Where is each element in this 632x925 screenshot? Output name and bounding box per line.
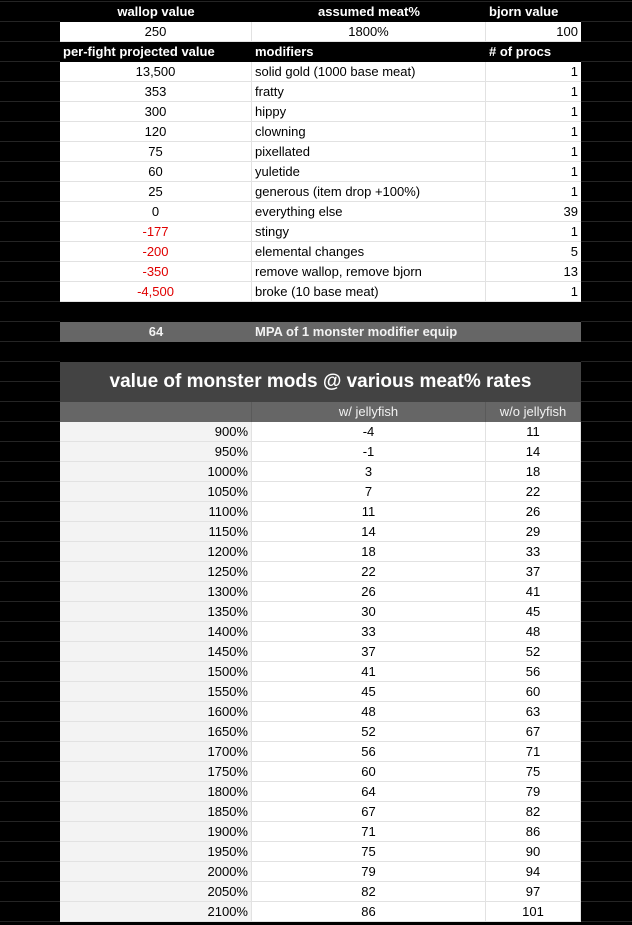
spreadsheet [60, 2, 581, 922]
modifier-row [60, 102, 581, 122]
meat-rate-cell[interactable]: 1650% [60, 722, 252, 742]
without-jellyfish-cell[interactable]: 48 [486, 622, 581, 642]
rate-row [60, 842, 581, 862]
rate-row [60, 762, 581, 782]
meat-rate-cell[interactable]: 1550% [60, 682, 252, 702]
wallop-value-header[interactable]: wallop value [117, 4, 195, 19]
meat-rate-cell[interactable]: 1700% [60, 742, 252, 762]
rate-row [60, 562, 581, 582]
with-jellyfish-cell[interactable]: 41 [252, 662, 486, 682]
modifier-row [60, 202, 581, 222]
with-jellyfish-cell[interactable]: 26 [252, 582, 486, 602]
meat-rate-cell[interactable]: 1300% [60, 582, 252, 602]
rate-row [60, 582, 581, 602]
modifier-row [60, 282, 581, 302]
rate-row [60, 702, 581, 722]
procs-cell[interactable]: 5 [486, 242, 581, 262]
rate-row [60, 902, 581, 922]
modifier-row [60, 142, 581, 162]
with-jellyfish-cell[interactable]: 22 [252, 562, 486, 582]
rate-row [60, 662, 581, 682]
rate-row [60, 622, 581, 642]
meat-rate-cell[interactable]: 1900% [60, 822, 252, 842]
without-jellyfish-cell[interactable]: 71 [486, 742, 581, 762]
mpa-label-cell[interactable]: MPA of 1 monster modifier equip [255, 324, 458, 339]
rate-row [60, 502, 581, 522]
procs-cell[interactable]: 39 [486, 202, 581, 222]
modifier-name-cell[interactable]: stingy [252, 222, 486, 242]
rate-table-header-row [60, 402, 581, 422]
modifier-name-cell[interactable]: hippy [252, 102, 486, 122]
rate-row [60, 422, 581, 442]
modifier-name-cell[interactable]: pixellated [252, 142, 486, 162]
without-jellyfish-cell[interactable]: 11 [486, 422, 581, 442]
spacer-row [60, 302, 581, 322]
meat-rate-cell[interactable]: 1850% [60, 802, 252, 822]
without-jellyfish-cell[interactable]: 52 [486, 642, 581, 662]
meat-rate-cell[interactable]: 950% [60, 442, 252, 462]
procs-cell[interactable]: 1 [486, 102, 581, 122]
projected-value-cell[interactable]: 0 [60, 202, 252, 222]
procs-cell[interactable]: 1 [486, 62, 581, 82]
modifier-name-cell[interactable]: yuletide [252, 162, 486, 182]
meat-rate-cell[interactable]: 1000% [60, 462, 252, 482]
without-jellyfish-cell[interactable]: 60 [486, 682, 581, 702]
meat-rate-cell[interactable]: 1750% [60, 762, 252, 782]
rate-row [60, 882, 581, 902]
wallop-value-cell[interactable]: 250 [60, 22, 252, 42]
with-jellyfish-cell[interactable]: 33 [252, 622, 486, 642]
without-jellyfish-cell[interactable]: 90 [486, 842, 581, 862]
rate-row [60, 642, 581, 662]
without-jellyfish-cell[interactable]: 97 [486, 882, 581, 902]
projected-value-cell[interactable]: 300 [60, 102, 252, 122]
rate-row [60, 782, 581, 802]
without-jellyfish-cell[interactable]: 101 [486, 902, 581, 922]
bjorn-value-cell[interactable]: 100 [486, 22, 581, 42]
without-jellyfish-cell[interactable]: 94 [486, 862, 581, 882]
without-jellyfish-cell[interactable]: 75 [486, 762, 581, 782]
with-jellyfish-cell[interactable]: -4 [252, 422, 486, 442]
rate-row [60, 522, 581, 542]
with-jellyfish-cell[interactable]: 52 [252, 722, 486, 742]
modifier-name-cell[interactable]: solid gold (1000 base meat) [252, 62, 486, 82]
with-jellyfish-cell[interactable]: 7 [252, 482, 486, 502]
without-jellyfish-cell[interactable]: 18 [486, 462, 581, 482]
meat-rate-cell[interactable]: 1450% [60, 642, 252, 662]
without-jellyfish-header[interactable]: w/o jellyfish [486, 402, 581, 422]
projected-value-cell[interactable]: 120 [60, 122, 252, 142]
meat-rate-cell[interactable]: 1050% [60, 482, 252, 502]
meat-rate-cell[interactable]: 2100% [60, 902, 252, 922]
without-jellyfish-cell[interactable]: 29 [486, 522, 581, 542]
modifier-name-cell[interactable]: generous (item drop +100%) [252, 182, 486, 202]
without-jellyfish-cell[interactable]: 37 [486, 562, 581, 582]
projected-value-cell[interactable]: -4,500 [60, 282, 252, 302]
without-jellyfish-cell[interactable]: 56 [486, 662, 581, 682]
meat-rate-cell[interactable]: 2050% [60, 882, 252, 902]
with-jellyfish-cell[interactable]: 71 [252, 822, 486, 842]
without-jellyfish-cell[interactable]: 45 [486, 602, 581, 622]
rate-row [60, 602, 581, 622]
modifier-row [60, 122, 581, 142]
projected-value-cell[interactable]: 353 [60, 82, 252, 102]
procs-cell[interactable]: 1 [486, 162, 581, 182]
with-jellyfish-cell[interactable]: -1 [252, 442, 486, 462]
procs-cell[interactable]: 1 [486, 122, 581, 142]
procs-cell[interactable]: 1 [486, 82, 581, 102]
rate-row [60, 462, 581, 482]
rate-row [60, 682, 581, 702]
meat-rate-cell[interactable]: 1100% [60, 502, 252, 522]
modifier-row [60, 82, 581, 102]
projected-value-cell[interactable]: -177 [60, 222, 252, 242]
input-header-row [60, 2, 581, 22]
rate-table-title[interactable]: value of monster mods @ various meat% rates [60, 362, 581, 402]
rate-row [60, 822, 581, 842]
rate-row [60, 722, 581, 742]
meat-rate-cell[interactable]: 1950% [60, 842, 252, 862]
with-jellyfish-cell[interactable]: 18 [252, 542, 486, 562]
modifier-name-cell[interactable]: everything else [252, 202, 486, 222]
rate-row [60, 742, 581, 762]
with-jellyfish-cell[interactable]: 60 [252, 762, 486, 782]
without-jellyfish-cell[interactable]: 67 [486, 722, 581, 742]
bjorn-value-header[interactable]: bjorn value [489, 4, 559, 19]
meat-rate-cell[interactable]: 900% [60, 422, 252, 442]
modifier-row [60, 62, 581, 82]
meat-rate-cell[interactable]: 2000% [60, 862, 252, 882]
modifier-row [60, 162, 581, 182]
rate-header[interactable] [60, 402, 252, 422]
meat-rate-cell[interactable]: 1350% [60, 602, 252, 622]
with-jellyfish-cell[interactable]: 14 [252, 522, 486, 542]
meat-rate-cell[interactable]: 1250% [60, 562, 252, 582]
mpa-value-cell[interactable]: 64 [148, 324, 164, 339]
projected-value-cell[interactable]: -200 [60, 242, 252, 262]
with-jellyfish-cell[interactable]: 3 [252, 462, 486, 482]
spacer-row [60, 342, 581, 362]
with-jellyfish-cell[interactable]: 79 [252, 862, 486, 882]
modifiers-table-body [60, 62, 581, 302]
meat-rate-cell[interactable]: 1150% [60, 522, 252, 542]
meat-rate-cell[interactable]: 1800% [60, 782, 252, 802]
projected-value-cell[interactable]: 25 [60, 182, 252, 202]
modifier-row [60, 242, 581, 262]
without-jellyfish-cell[interactable]: 33 [486, 542, 581, 562]
without-jellyfish-cell[interactable]: 14 [486, 442, 581, 462]
without-jellyfish-cell[interactable]: 63 [486, 702, 581, 722]
with-jellyfish-cell[interactable]: 45 [252, 682, 486, 702]
meat-rate-cell[interactable]: 1200% [60, 542, 252, 562]
procs-cell[interactable]: 1 [486, 142, 581, 162]
rate-row [60, 442, 581, 462]
modifier-row [60, 222, 581, 242]
with-jellyfish-cell[interactable]: 75 [252, 842, 486, 862]
with-jellyfish-cell[interactable]: 11 [252, 502, 486, 522]
procs-cell[interactable]: 1 [486, 182, 581, 202]
projected-value-cell[interactable]: 75 [60, 142, 252, 162]
meat-rate-cell[interactable]: 1600% [60, 702, 252, 722]
with-jellyfish-cell[interactable]: 86 [252, 902, 486, 922]
with-jellyfish-header[interactable]: w/ jellyfish [252, 402, 486, 422]
modifier-name-cell[interactable]: broke (10 base meat) [252, 282, 486, 302]
meat-rate-cell[interactable]: 1400% [60, 622, 252, 642]
rate-table-body [60, 422, 581, 922]
without-jellyfish-cell[interactable]: 82 [486, 802, 581, 822]
without-jellyfish-cell[interactable]: 41 [486, 582, 581, 602]
with-jellyfish-cell[interactable]: 64 [252, 782, 486, 802]
assumed-meat-cell[interactable]: 1800% [252, 22, 486, 42]
modifier-row [60, 262, 581, 282]
with-jellyfish-cell[interactable]: 56 [252, 742, 486, 762]
with-jellyfish-cell[interactable]: 30 [252, 602, 486, 622]
modifiers-header[interactable]: modifiers [255, 44, 314, 59]
modifier-row [60, 182, 581, 202]
procs-cell[interactable]: 1 [486, 222, 581, 242]
modifier-name-cell[interactable]: elemental changes [252, 242, 486, 262]
projected-value-cell[interactable]: 13,500 [60, 62, 252, 82]
projected-value-cell[interactable]: -350 [60, 262, 252, 282]
projected-value-cell[interactable]: 60 [60, 162, 252, 182]
with-jellyfish-cell[interactable]: 48 [252, 702, 486, 722]
assumed-meat-header[interactable]: assumed meat% [318, 4, 420, 19]
rate-row [60, 542, 581, 562]
with-jellyfish-cell[interactable]: 82 [252, 882, 486, 902]
rate-row [60, 802, 581, 822]
mpa-empty-cell[interactable] [486, 322, 581, 342]
with-jellyfish-cell[interactable]: 37 [252, 642, 486, 662]
projected-value-header[interactable]: per-fight projected value [63, 44, 215, 59]
rate-row [60, 862, 581, 882]
rate-row [60, 482, 581, 502]
procs-header[interactable]: # of procs [489, 44, 552, 59]
mpa-row [60, 322, 581, 342]
modifier-name-cell[interactable]: fratty [252, 82, 486, 102]
with-jellyfish-cell[interactable]: 67 [252, 802, 486, 822]
procs-cell[interactable]: 13 [486, 262, 581, 282]
without-jellyfish-cell[interactable]: 26 [486, 502, 581, 522]
modifier-name-cell[interactable]: remove wallop, remove bjorn [252, 262, 486, 282]
without-jellyfish-cell[interactable]: 86 [486, 822, 581, 842]
without-jellyfish-cell[interactable]: 22 [486, 482, 581, 502]
meat-rate-cell[interactable]: 1500% [60, 662, 252, 682]
modifier-name-cell[interactable]: clowning [252, 122, 486, 142]
procs-cell[interactable]: 1 [486, 282, 581, 302]
modifiers-header-row [60, 42, 581, 62]
input-values-row [60, 22, 581, 42]
without-jellyfish-cell[interactable]: 79 [486, 782, 581, 802]
